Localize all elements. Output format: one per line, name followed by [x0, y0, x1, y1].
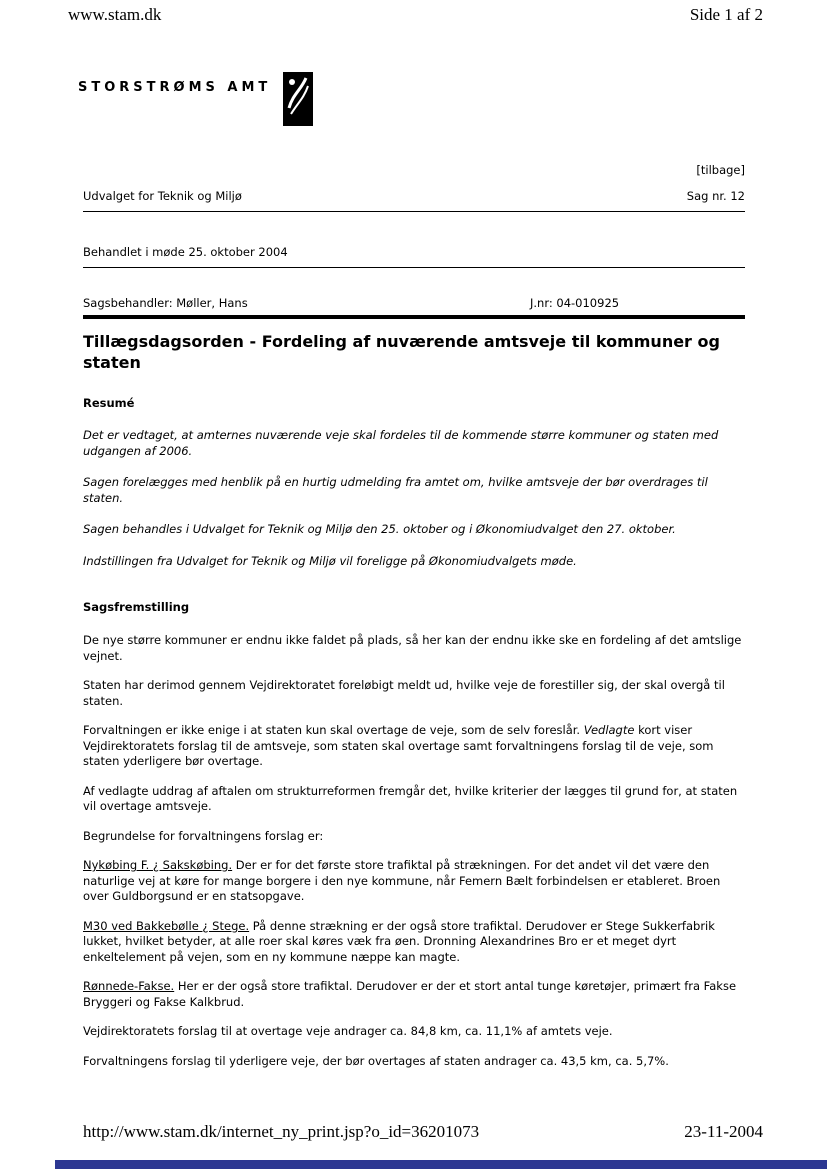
paragraph-italic-word: Vedlagte — [583, 723, 635, 738]
meeting-info: Behandlet i møde 25. oktober 2004 — [83, 245, 288, 259]
divider — [83, 211, 745, 212]
back-link[interactable]: [tilbage] — [696, 163, 745, 177]
route-paragraph — [83, 858, 748, 905]
logo-text: STORSTRØMS AMT — [78, 80, 272, 95]
print-footer-url: http://www.stam.dk/internet_ny_print.jsp?o_id=36201073 — [83, 1122, 480, 1141]
route-name: Rønnede-Fakse. — [83, 979, 175, 994]
sagsfremstilling-heading: Sagsfremstilling — [83, 600, 190, 614]
route-paragraph — [83, 979, 748, 1010]
caseworker: Sagsbehandler: Møller, Hans — [83, 296, 248, 310]
caseworker-row — [83, 296, 745, 310]
divider — [83, 267, 745, 268]
route-text: Der er for det første store trafiktal på strækningen. For det andet vil det være den naturlige vej at køre for mange borgere i den nye kommune, når Femern Bælt forbindelsen er etableret. Broen over Guldborgsund er en statsopgave. — [83, 858, 721, 904]
committee-row — [83, 189, 745, 203]
print-header-page-number: Side 1 af 2 — [689, 5, 763, 24]
paragraph-text: Forvaltningen er ikke enige i at staten kun skal overtage de veje, som de selv foreslår. — [83, 723, 584, 738]
divider-thick — [83, 315, 745, 319]
resume-section — [83, 396, 748, 585]
body-paragraph: Vejdirektoratets forslag til at overtage veje andrager ca. 84,8 km, ca. 11,1% af amtets veje. — [83, 1024, 613, 1039]
route-paragraph — [83, 919, 748, 966]
resume-heading: Resumé — [83, 396, 135, 410]
print-header-site: www.stam.dk — [68, 5, 162, 24]
body-paragraph — [83, 723, 748, 770]
storstroems-amt-logo-icon — [283, 72, 313, 126]
body-paragraph: De nye større kommuner er endnu ikke faldet på plads, så her kan der endnu ikke ske en fordeling af det amtslige vejnet. — [83, 633, 742, 663]
print-footer-date: 23-11-2004 — [684, 1122, 763, 1141]
body-paragraph: Staten har derimod gennem Vejdirektoratet foreløbigt meldt ud, hvilke veje de forestiller sig, der skal overgå til staten. — [83, 678, 725, 708]
committee-name: Udvalget for Teknik og Miljø — [83, 189, 242, 203]
resume-paragraph: Indstillingen fra Udvalget for Teknik og Miljø vil foreligge på Økonomiudvalgets møde. — [83, 553, 577, 568]
resume-paragraph: Det er vedtaget, at amternes nuværende veje skal fordeles til de kommende større kommuner og staten med udgangen af 2006. — [83, 428, 719, 458]
route-name: Nykøbing F. ¿ Sakskøbing. — [83, 858, 233, 873]
body-paragraph: Forvaltningens forslag til yderligere veje, der bør overtages af staten andrager ca. 43,5 km, ca. 5,7%. — [83, 1053, 669, 1068]
logo — [78, 72, 313, 126]
print-header — [68, 5, 763, 25]
paragraph-text: kort viser Vejdirektoratets forslag til de amtsveje, som staten skal overtage samt forvaltningens forslag til de veje, som staten yderligere bør overtage. — [83, 723, 714, 769]
route-text: Her er der også store trafiktal. Derudover er der et stort antal tunge køretøjer, primært fra Fakse Bryggeri og Fakse Kalkbrud. — [83, 979, 737, 1009]
page-bottom-bar — [55, 1160, 827, 1169]
journal-number: J.nr: 04-010925 — [530, 296, 620, 310]
resume-paragraph: Sagen behandles i Udvalget for Teknik og Miljø den 25. oktober og i Økonomiudvalget den 27. oktober. — [83, 522, 676, 537]
body-paragraph: Af vedlagte uddrag af aftalen om strukturreformen fremgår det, hvilke kriterier der lægges til grund for, at staten vil overtage amtsveje. — [83, 783, 738, 814]
sagsfremstilling-section — [83, 600, 748, 1083]
resume-paragraph: Sagen forelægges med henblik på en hurtig udmelding fra amtet om, hvilke amtsveje der bør overdrages til staten. — [83, 475, 708, 505]
route-name: M30 ved Bakkebølle ¿ Stege. — [83, 918, 250, 933]
article-title: Tillægsdagsorden - Fordeling af nuværende amtsveje til kommuner og staten — [83, 332, 720, 373]
route-text: På denne strækning er der også store trafiktal. Derudover er Stege Sukkerfabrik lukket, hvilket betyder, at alle roer skal køres væk fra øen. Dronning Alexandrines Bro er et meget dyrt enkeltelement på vejen, som en ny kommune næppe kan magte. — [83, 918, 715, 964]
body-paragraph: Begrundelse for forvaltningens forslag er: — [83, 828, 324, 843]
print-footer — [83, 1122, 763, 1142]
case-number: Sag nr. 12 — [686, 189, 745, 203]
